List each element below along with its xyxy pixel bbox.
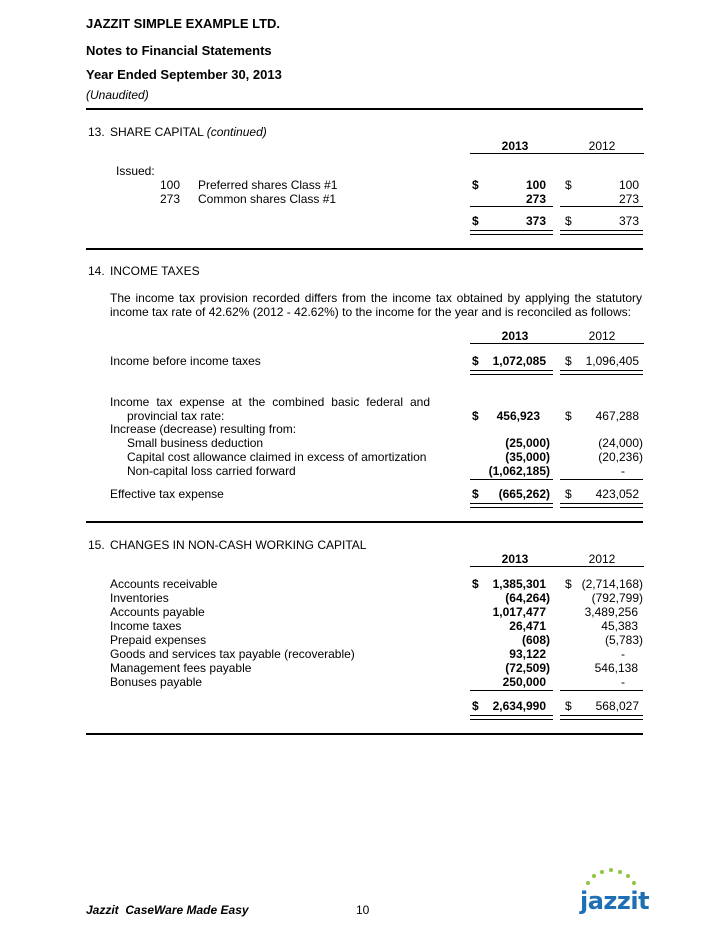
section-divider: [86, 521, 643, 523]
value-current: 273: [525, 192, 546, 206]
row-label: Goods and services tax payable (recoverable): [110, 647, 355, 661]
row-label: Accounts receivable: [110, 577, 218, 591]
section-divider: [86, 733, 643, 735]
currency-symbol: $: [565, 699, 572, 713]
company-name: JAZZIT SIMPLE EXAMPLE LTD.: [86, 16, 281, 31]
double-rule-current: [470, 370, 553, 375]
share-count: 273: [160, 192, 181, 206]
row-label: Inventories: [110, 591, 169, 605]
value-prior: (2,714,168): [581, 577, 643, 591]
currency-symbol: $: [472, 409, 479, 423]
currency-symbol: $: [565, 354, 572, 368]
note-number: 14.: [88, 264, 105, 278]
note-number: 13.: [88, 125, 105, 139]
row-label: provincial tax rate:: [127, 409, 225, 423]
row-label: Effective tax expense: [110, 487, 224, 501]
row-label: Income taxes: [110, 619, 182, 633]
value-prior: 3,489,256: [584, 605, 638, 619]
share-description: Common shares Class #1: [198, 192, 337, 206]
row-label: Prepaid expenses: [110, 633, 207, 647]
currency-symbol: $: [565, 178, 572, 192]
value-prior: 467,288: [595, 409, 639, 423]
header-rule: [86, 108, 643, 110]
double-rule-prior: [560, 370, 643, 375]
currency-symbol: $: [565, 487, 572, 501]
footer-brand: [86, 903, 249, 917]
value-prior: (24,000): [598, 436, 643, 450]
value-current: 1,017,477: [492, 605, 546, 619]
issued-label: Issued:: [116, 164, 155, 178]
row-label: Income tax expense at the combined basic federal and: [110, 395, 430, 409]
total-current: 2,634,990: [492, 699, 546, 713]
total-current: (665,262): [498, 487, 550, 501]
subtotal-rule-current: [470, 690, 553, 691]
value-current: (608): [521, 633, 550, 647]
row-label: Management fees payable: [110, 661, 252, 675]
value-current: 1,072,085: [492, 354, 546, 368]
total-prior: 423,052: [595, 487, 639, 501]
value-prior: -: [621, 647, 625, 661]
value-current: (72,509): [505, 661, 550, 675]
logo-wordmark: jazzit: [580, 887, 650, 915]
row-label: Accounts payable: [110, 605, 205, 619]
footer-brand-name: Jazzit: [86, 903, 119, 917]
value-prior: -: [621, 464, 625, 478]
double-rule-current: [470, 503, 553, 508]
year-header-prior: 2012: [560, 139, 644, 154]
year-header-current: 2013: [470, 329, 560, 344]
row-label: Small business deduction: [127, 436, 264, 450]
subtotal-rule-prior: [560, 206, 643, 207]
year-header-current: 2013: [470, 552, 560, 567]
value-prior: (792,799): [591, 591, 643, 605]
year-header-prior: 2012: [560, 329, 644, 344]
row-label: Capital cost allowance claimed in excess of amortization: [127, 450, 427, 464]
currency-symbol: $: [472, 178, 479, 192]
jazzit-logo: [578, 868, 650, 918]
continued-label: (continued): [206, 125, 267, 139]
section-divider: [86, 248, 643, 250]
year-header-current: 2013: [470, 139, 560, 154]
double-rule-prior: [560, 715, 643, 720]
paragraph-line: The income tax provision recorded differs from the income tax obtained by applying the statutory: [110, 291, 642, 305]
value-current: (64,264): [505, 591, 550, 605]
subtotal-rule-current: [470, 479, 553, 480]
currency-symbol: $: [565, 577, 572, 591]
value-current: 250,000: [502, 675, 546, 689]
currency-symbol: $: [472, 699, 479, 713]
currency-symbol: $: [472, 354, 479, 368]
row-label: Bonuses payable: [110, 675, 203, 689]
value-prior: 45,383: [601, 619, 638, 633]
value-prior: (20,236): [598, 450, 643, 464]
note-title-text: SHARE CAPITAL: [110, 125, 204, 139]
footer-tagline: CaseWare Made Easy: [125, 903, 249, 917]
total-prior: 373: [618, 214, 639, 228]
double-rule-current: [470, 715, 553, 720]
unaudited-label: (Unaudited): [86, 88, 149, 102]
value-prior: 273: [618, 192, 639, 206]
currency-symbol: $: [472, 577, 479, 591]
value-current: (1,062,185): [488, 464, 550, 478]
share-description: Preferred shares Class #1: [198, 178, 338, 192]
subtotal-rule-prior: [560, 479, 643, 480]
double-rule-current: [470, 230, 553, 235]
value-current: 456,923: [496, 409, 540, 423]
currency-symbol: $: [472, 214, 479, 228]
row-label: Income before income taxes: [110, 354, 261, 368]
value-current: 26,471: [509, 619, 546, 633]
value-prior: 1,096,405: [585, 354, 639, 368]
currency-symbol: $: [472, 487, 479, 501]
total-current: 373: [525, 214, 546, 228]
double-rule-prior: [560, 503, 643, 508]
value-current: 100: [525, 178, 546, 192]
row-label: Non-capital loss carried forward: [127, 464, 296, 478]
value-prior: 546,138: [594, 661, 638, 675]
share-count: 100: [160, 178, 181, 192]
note-title: CHANGES IN NON-CASH WORKING CAPITAL: [110, 538, 367, 552]
value-current: (25,000): [505, 436, 550, 450]
page-number: 10: [356, 903, 370, 917]
subtotal-rule-prior: [560, 690, 643, 691]
total-prior: 568,027: [595, 699, 639, 713]
currency-symbol: $: [565, 409, 572, 423]
note-title: INCOME TAXES: [110, 264, 200, 278]
note-title: [110, 125, 267, 139]
value-prior: (5,783): [604, 633, 643, 647]
currency-symbol: $: [565, 214, 572, 228]
subtotal-rule-current: [470, 206, 553, 207]
value-current: (35,000): [505, 450, 550, 464]
row-label: Increase (decrease) resulting from:: [110, 422, 297, 436]
value-current: 1,385,301: [492, 577, 546, 591]
period-title: Year Ended September 30, 2013: [86, 67, 282, 82]
note-number: 15.: [88, 538, 105, 552]
value-prior: -: [621, 675, 625, 689]
year-header-prior: 2012: [560, 552, 644, 567]
paragraph-line: income tax rate of 42.62% (2012 - 42.62%) to the income for the year and is reconciled as follows:: [110, 305, 631, 319]
value-current: 93,122: [509, 647, 546, 661]
document-title: Notes to Financial Statements: [86, 43, 272, 58]
double-rule-prior: [560, 230, 643, 235]
value-prior: 100: [618, 178, 639, 192]
